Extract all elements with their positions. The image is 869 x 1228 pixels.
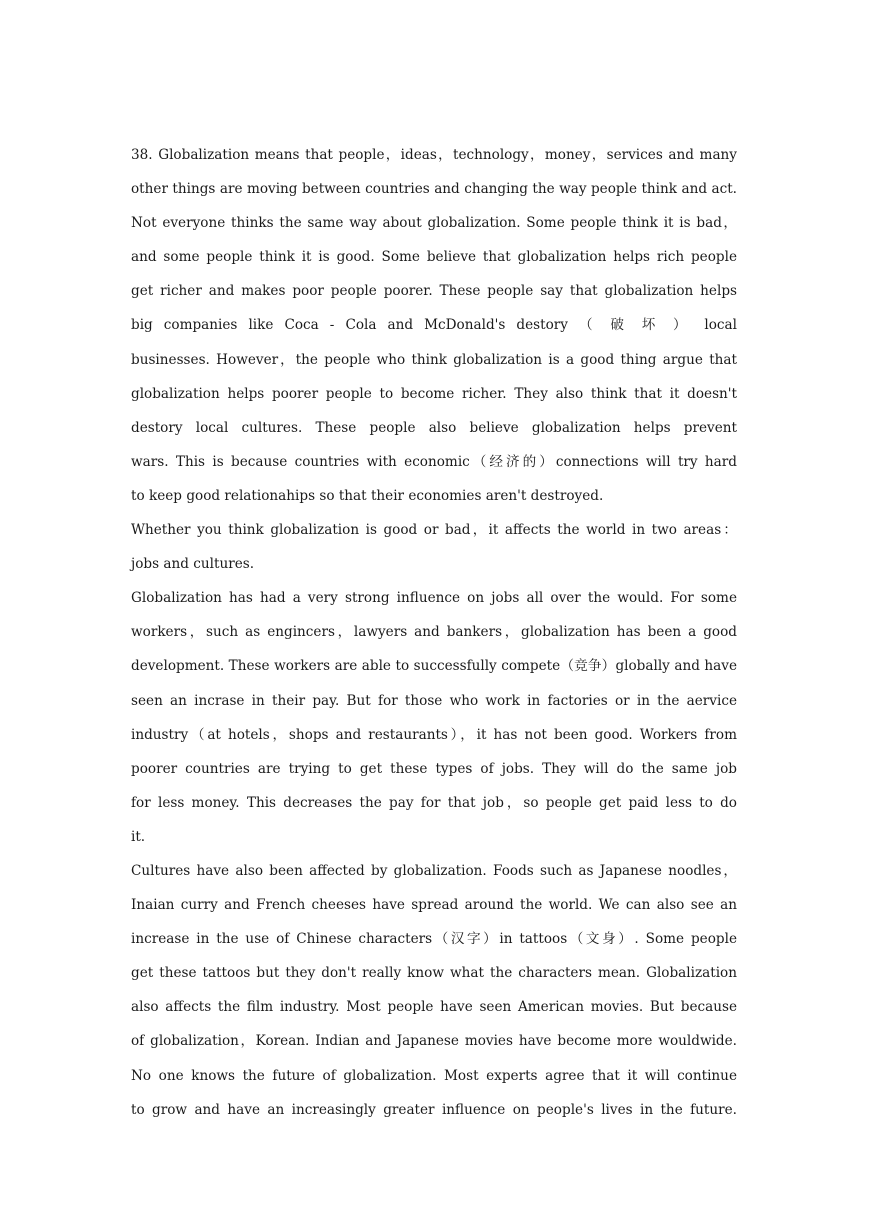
text-line: development. These workers are able to successfully compete（竞争）globally and have <box>131 658 737 675</box>
text-line: poorer countries are trying to get these types of jobs. They will do the same job <box>131 760 737 777</box>
text-line: Whether you think globalization is good or bad，it affects the world in two areas： <box>131 522 737 539</box>
text-line: and some people think it is good. Some believe that globalization helps rich people <box>131 249 737 266</box>
text-line: also affects the film industry. Most people have seen American movies. But because <box>131 999 737 1016</box>
document-body <box>131 138 737 1127</box>
text-line: Cultures have also been affected by globalization. Foods such as Japanese noodles， <box>131 862 737 879</box>
text-line: jobs and cultures. <box>131 556 255 573</box>
text-line: seen an incrase in their pay. But for those who work in factories or in the aervice <box>131 692 737 709</box>
text-line: big companies like Coca - Cola and McDonald's destory （ 破 坏 ） local <box>131 317 737 334</box>
text-line: to grow and have an increasingly greater influence on people's lives in the future. <box>131 1101 737 1118</box>
text-line: get richer and makes poor people poorer. These people say that globalization helps <box>131 283 737 300</box>
text-line: workers，such as engincers，lawyers and bankers，globalization has been a good <box>131 624 737 641</box>
text-line: Not everyone thinks the same way about globalization. Some people think it is bad， <box>131 215 737 232</box>
text-line: for less money. This decreases the pay for that job，so people get paid less to do <box>131 794 737 811</box>
text-line: industry（at hotels，shops and restaurants），it has not been good. Workers from <box>131 726 737 743</box>
text-line: it. <box>131 828 146 845</box>
text-line: other things are moving between countries and changing the way people think and act. <box>131 181 737 198</box>
text-line: No one knows the future of globalization. Most experts agree that it will continue <box>131 1067 737 1084</box>
text-line: globalization helps poorer people to become richer. They also think that it doesn't <box>131 385 737 402</box>
text-line: Inaian curry and French cheeses have spread around the world. We can also see an <box>131 897 737 914</box>
text-line: increase in the use of Chinese characters（汉字）in tattoos（文身）. Some people <box>131 931 737 948</box>
text-line: wars. This is because countries with economic（经济的）connections will try hard <box>131 453 737 470</box>
text-line: destory local cultures. These people also believe globalization helps prevent <box>131 419 737 436</box>
text-line: Globalization has had a very strong influence on jobs all over the would. For some <box>131 590 737 607</box>
text-line: businesses. However，the people who think globalization is a good thing argue that <box>131 351 737 368</box>
text-line: 38. Globalization means that people，ideas，technology，money，services and many <box>131 147 737 163</box>
text-line: get these tattoos but they don't really know what the characters mean. Globalization <box>131 965 737 982</box>
text-line: of globalization，Korean. Indian and Japanese movies have become more wouldwide. <box>131 1033 737 1050</box>
text-line: to keep good relationahips so that their economies aren't destroyed. <box>131 487 604 504</box>
